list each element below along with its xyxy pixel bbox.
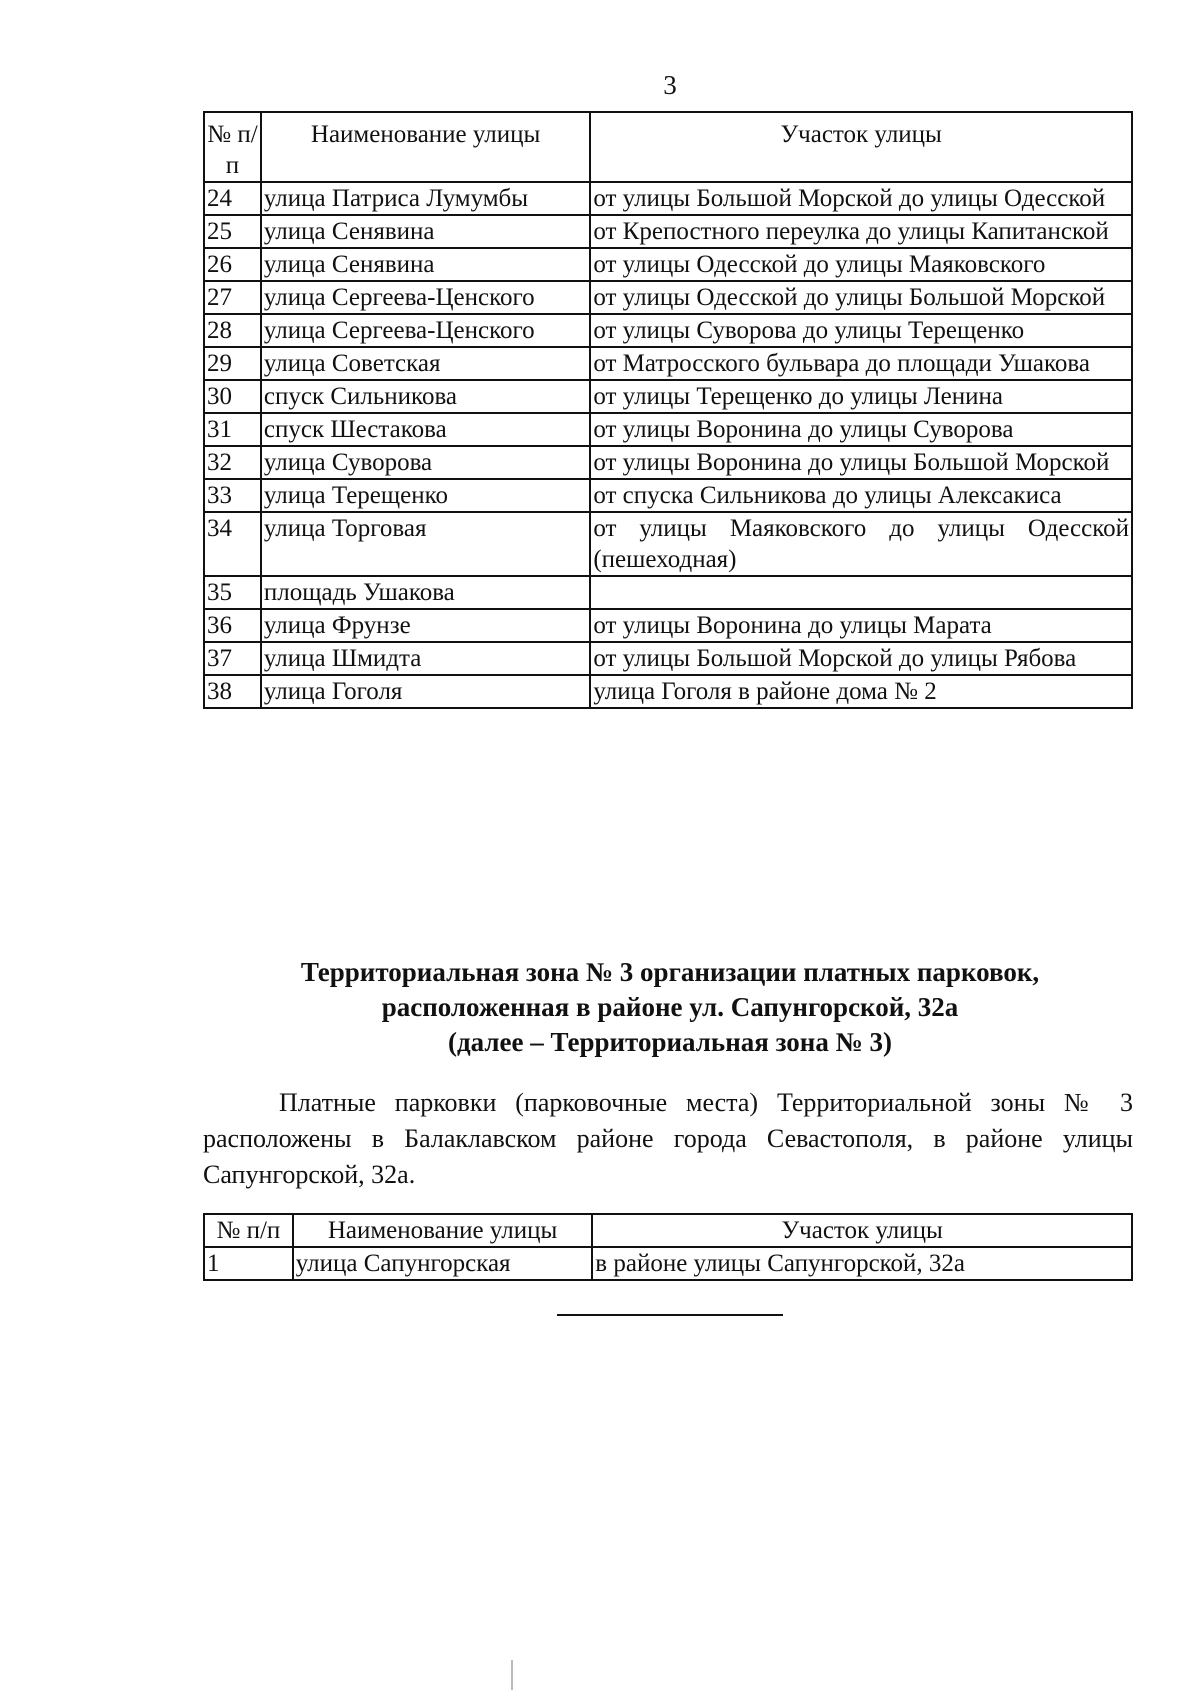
- table-row: [204, 413, 1132, 446]
- row-num: 34: [204, 512, 261, 576]
- row-name: улица Торговая: [261, 512, 590, 576]
- row-num: 1: [204, 1247, 293, 1280]
- row-section: от улицы Воронина до улицы Марата: [590, 609, 1132, 642]
- heading-line-2: расположенная в районе ул. Сапунгорской, 32а: [381, 992, 959, 1022]
- table-row: [204, 215, 1132, 248]
- zone3-streets-table: [203, 1213, 1133, 1281]
- row-section: от улицы Воронина до улицы Большой Морской: [590, 446, 1132, 479]
- table-row: [204, 1247, 1132, 1280]
- table-row: [204, 182, 1132, 215]
- streets-table: [203, 111, 1133, 709]
- heading-line-3: (далее – Территориальная зона № 3): [448, 1027, 892, 1057]
- row-section: от улицы Маяковского до улицы Одесской (пешеходная): [590, 512, 1132, 576]
- row-num: 25: [204, 215, 261, 248]
- row-num: 36: [204, 609, 261, 642]
- row-num: 24: [204, 182, 261, 215]
- row-name: площадь Ушакова: [261, 576, 590, 609]
- heading-line-1: Территориальная зона № 3 организации платных парковок,: [300, 957, 1040, 987]
- row-num: 33: [204, 479, 261, 512]
- header-section: Участок улицы: [590, 112, 1132, 182]
- table-row: [204, 609, 1132, 642]
- table-row: [204, 479, 1132, 512]
- row-name: улица Гоголя: [261, 675, 590, 708]
- table-row: [204, 446, 1132, 479]
- row-num: 32: [204, 446, 261, 479]
- row-section: от улицы Одесской до улицы Большой Морской: [590, 281, 1132, 314]
- row-name: улица Советская: [261, 347, 590, 380]
- table-row: [204, 347, 1132, 380]
- table-header-row: [204, 1214, 1132, 1247]
- header-section: Участок улицы: [592, 1214, 1132, 1247]
- row-section: [590, 576, 1132, 609]
- section-heading: [200, 955, 1140, 1060]
- row-section: от Матросского бульвара до площади Ушакова: [590, 347, 1132, 380]
- table-row: [204, 281, 1132, 314]
- row-num: 29: [204, 347, 261, 380]
- row-section: от спуска Сильникова до улицы Алексакиса: [590, 479, 1132, 512]
- row-num: 35: [204, 576, 261, 609]
- table-row: [204, 675, 1132, 708]
- table-row: [204, 314, 1132, 347]
- row-name: улица Сергеева-Ценского: [261, 314, 590, 347]
- row-name: улица Терещенко: [261, 479, 590, 512]
- table-header-row: [204, 112, 1132, 182]
- row-name: спуск Сильникова: [261, 380, 590, 413]
- table-row: [204, 576, 1132, 609]
- scan-artifact: [511, 1660, 513, 1690]
- row-name: улица Фрунзе: [261, 609, 590, 642]
- row-num: 28: [204, 314, 261, 347]
- row-name: улица Патриса Лумумбы: [261, 182, 590, 215]
- row-name: улица Сенявина: [261, 248, 590, 281]
- row-num: 37: [204, 642, 261, 675]
- row-section: в районе улицы Сапунгорской, 32а: [592, 1247, 1132, 1280]
- row-num: 38: [204, 675, 261, 708]
- table-row: [204, 248, 1132, 281]
- row-num: 27: [204, 281, 261, 314]
- page-number: 3: [663, 70, 677, 100]
- row-name: улица Сенявина: [261, 215, 590, 248]
- header-name: Наименование улицы: [293, 1214, 593, 1247]
- row-name: спуск Шестакова: [261, 413, 590, 446]
- row-section: от улицы Воронина до улицы Суворова: [590, 413, 1132, 446]
- row-name: улица Сергеева-Ценского: [261, 281, 590, 314]
- header-num: № п/п: [204, 112, 261, 182]
- row-name: улица Сапунгорская: [293, 1247, 593, 1280]
- row-name: улица Шмидта: [261, 642, 590, 675]
- zone-description: Платные парковки (парковочные места) Территориальной зоны № 3 расположены в Балаклавском районе города Севастополя, в районе улицы Сапунгорской, 32а.: [203, 1088, 1133, 1189]
- row-section: от улицы Большой Морской до улицы Рябова: [590, 642, 1132, 675]
- row-num: 31: [204, 413, 261, 446]
- row-section: от Крепостного переулка до улицы Капитанской: [590, 215, 1132, 248]
- row-section: от улицы Суворова до улицы Терещенко: [590, 314, 1132, 347]
- table-row: [204, 380, 1132, 413]
- header-name: Наименование улицы: [261, 112, 590, 182]
- table-row: [204, 642, 1132, 675]
- table-row: [204, 512, 1132, 576]
- row-section: от улицы Большой Морской до улицы Одесской: [590, 182, 1132, 215]
- row-section: от улицы Одесской до улицы Маяковского: [590, 248, 1132, 281]
- row-section: улица Гоголя в районе дома № 2: [590, 675, 1132, 708]
- row-num: 26: [204, 248, 261, 281]
- row-section: от улицы Терещенко до улицы Ленина: [590, 380, 1132, 413]
- row-num: 30: [204, 380, 261, 413]
- end-rule: [557, 1314, 783, 1316]
- header-num: № п/п: [204, 1214, 293, 1247]
- row-name: улица Суворова: [261, 446, 590, 479]
